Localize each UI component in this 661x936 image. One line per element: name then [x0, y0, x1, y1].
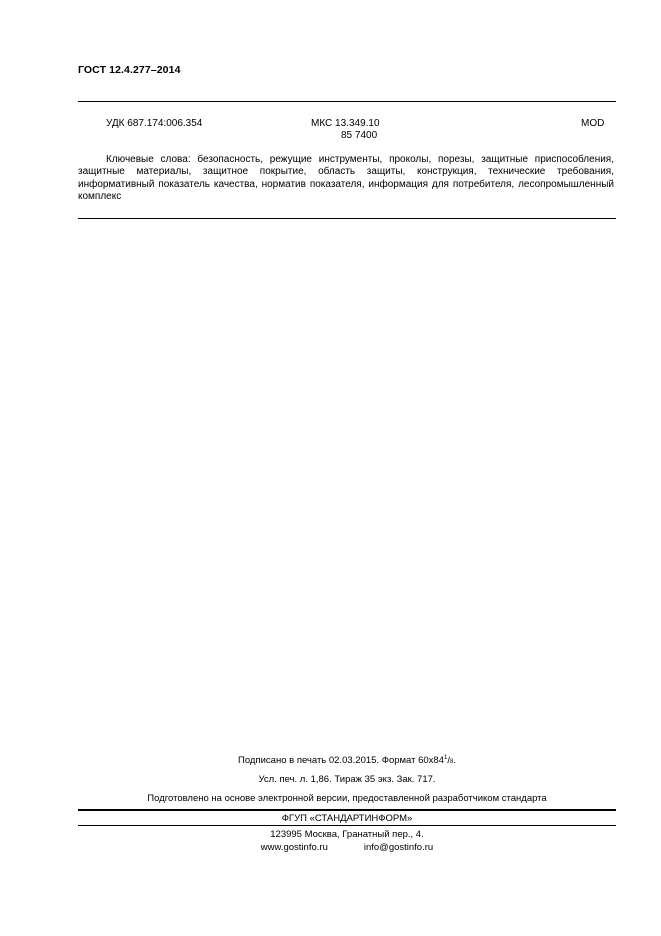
signed-line [78, 755, 616, 766]
okp-code: 85 7400 [341, 130, 378, 141]
format-denominator: 8 [449, 759, 454, 765]
udk-code: УДК 687.174:006.354 [106, 118, 203, 129]
imprint-divider [78, 809, 616, 811]
format-slash: / [447, 755, 450, 766]
top-divider [78, 101, 616, 102]
signed-text: Подписано в печать 02.03.2015. Формат 60x84 [238, 755, 444, 766]
keywords-lead: Ключевые слова: [106, 154, 191, 165]
keywords-text: безопасность, режущие инструменты, проколы, порезы, защитные приспособления, защитные материалы, защитное покрытие, область защиты, конструкция, технические требования, информативный показатель качества, норматив показателя, информация для потребителя, лесопромышленный комплекс [78, 154, 614, 203]
publisher-contacts [78, 842, 616, 853]
mks-code-block [311, 118, 380, 142]
document-code: ГОСТ 12.4.277–2014 [78, 64, 181, 76]
keywords-divider [78, 218, 616, 219]
publisher-divider [78, 825, 616, 826]
website-link[interactable]: www.gostinfo.ru [260, 842, 328, 853]
format-end: . [453, 755, 456, 766]
mod-label: MOD [581, 118, 605, 129]
print-sheets-line: Усл. печ. л. 1,86. Тираж 35 экз. Зак. 717. [258, 774, 436, 785]
keywords-paragraph [78, 154, 614, 204]
publisher-address: 123995 Москва, Гранатный пер., 4. [270, 829, 424, 840]
email-link[interactable]: info@gostinfo.ru [363, 842, 434, 853]
mks-code: МКС 13.349.10 [311, 118, 380, 129]
format-numerator: 1 [444, 754, 448, 761]
publisher-name: ФГУП «СТАНДАРТИНФОРМ» [281, 813, 413, 824]
prepared-line: Подготовлено на основе электронной версии, предоставленной разработчиком стандарта [147, 793, 547, 804]
